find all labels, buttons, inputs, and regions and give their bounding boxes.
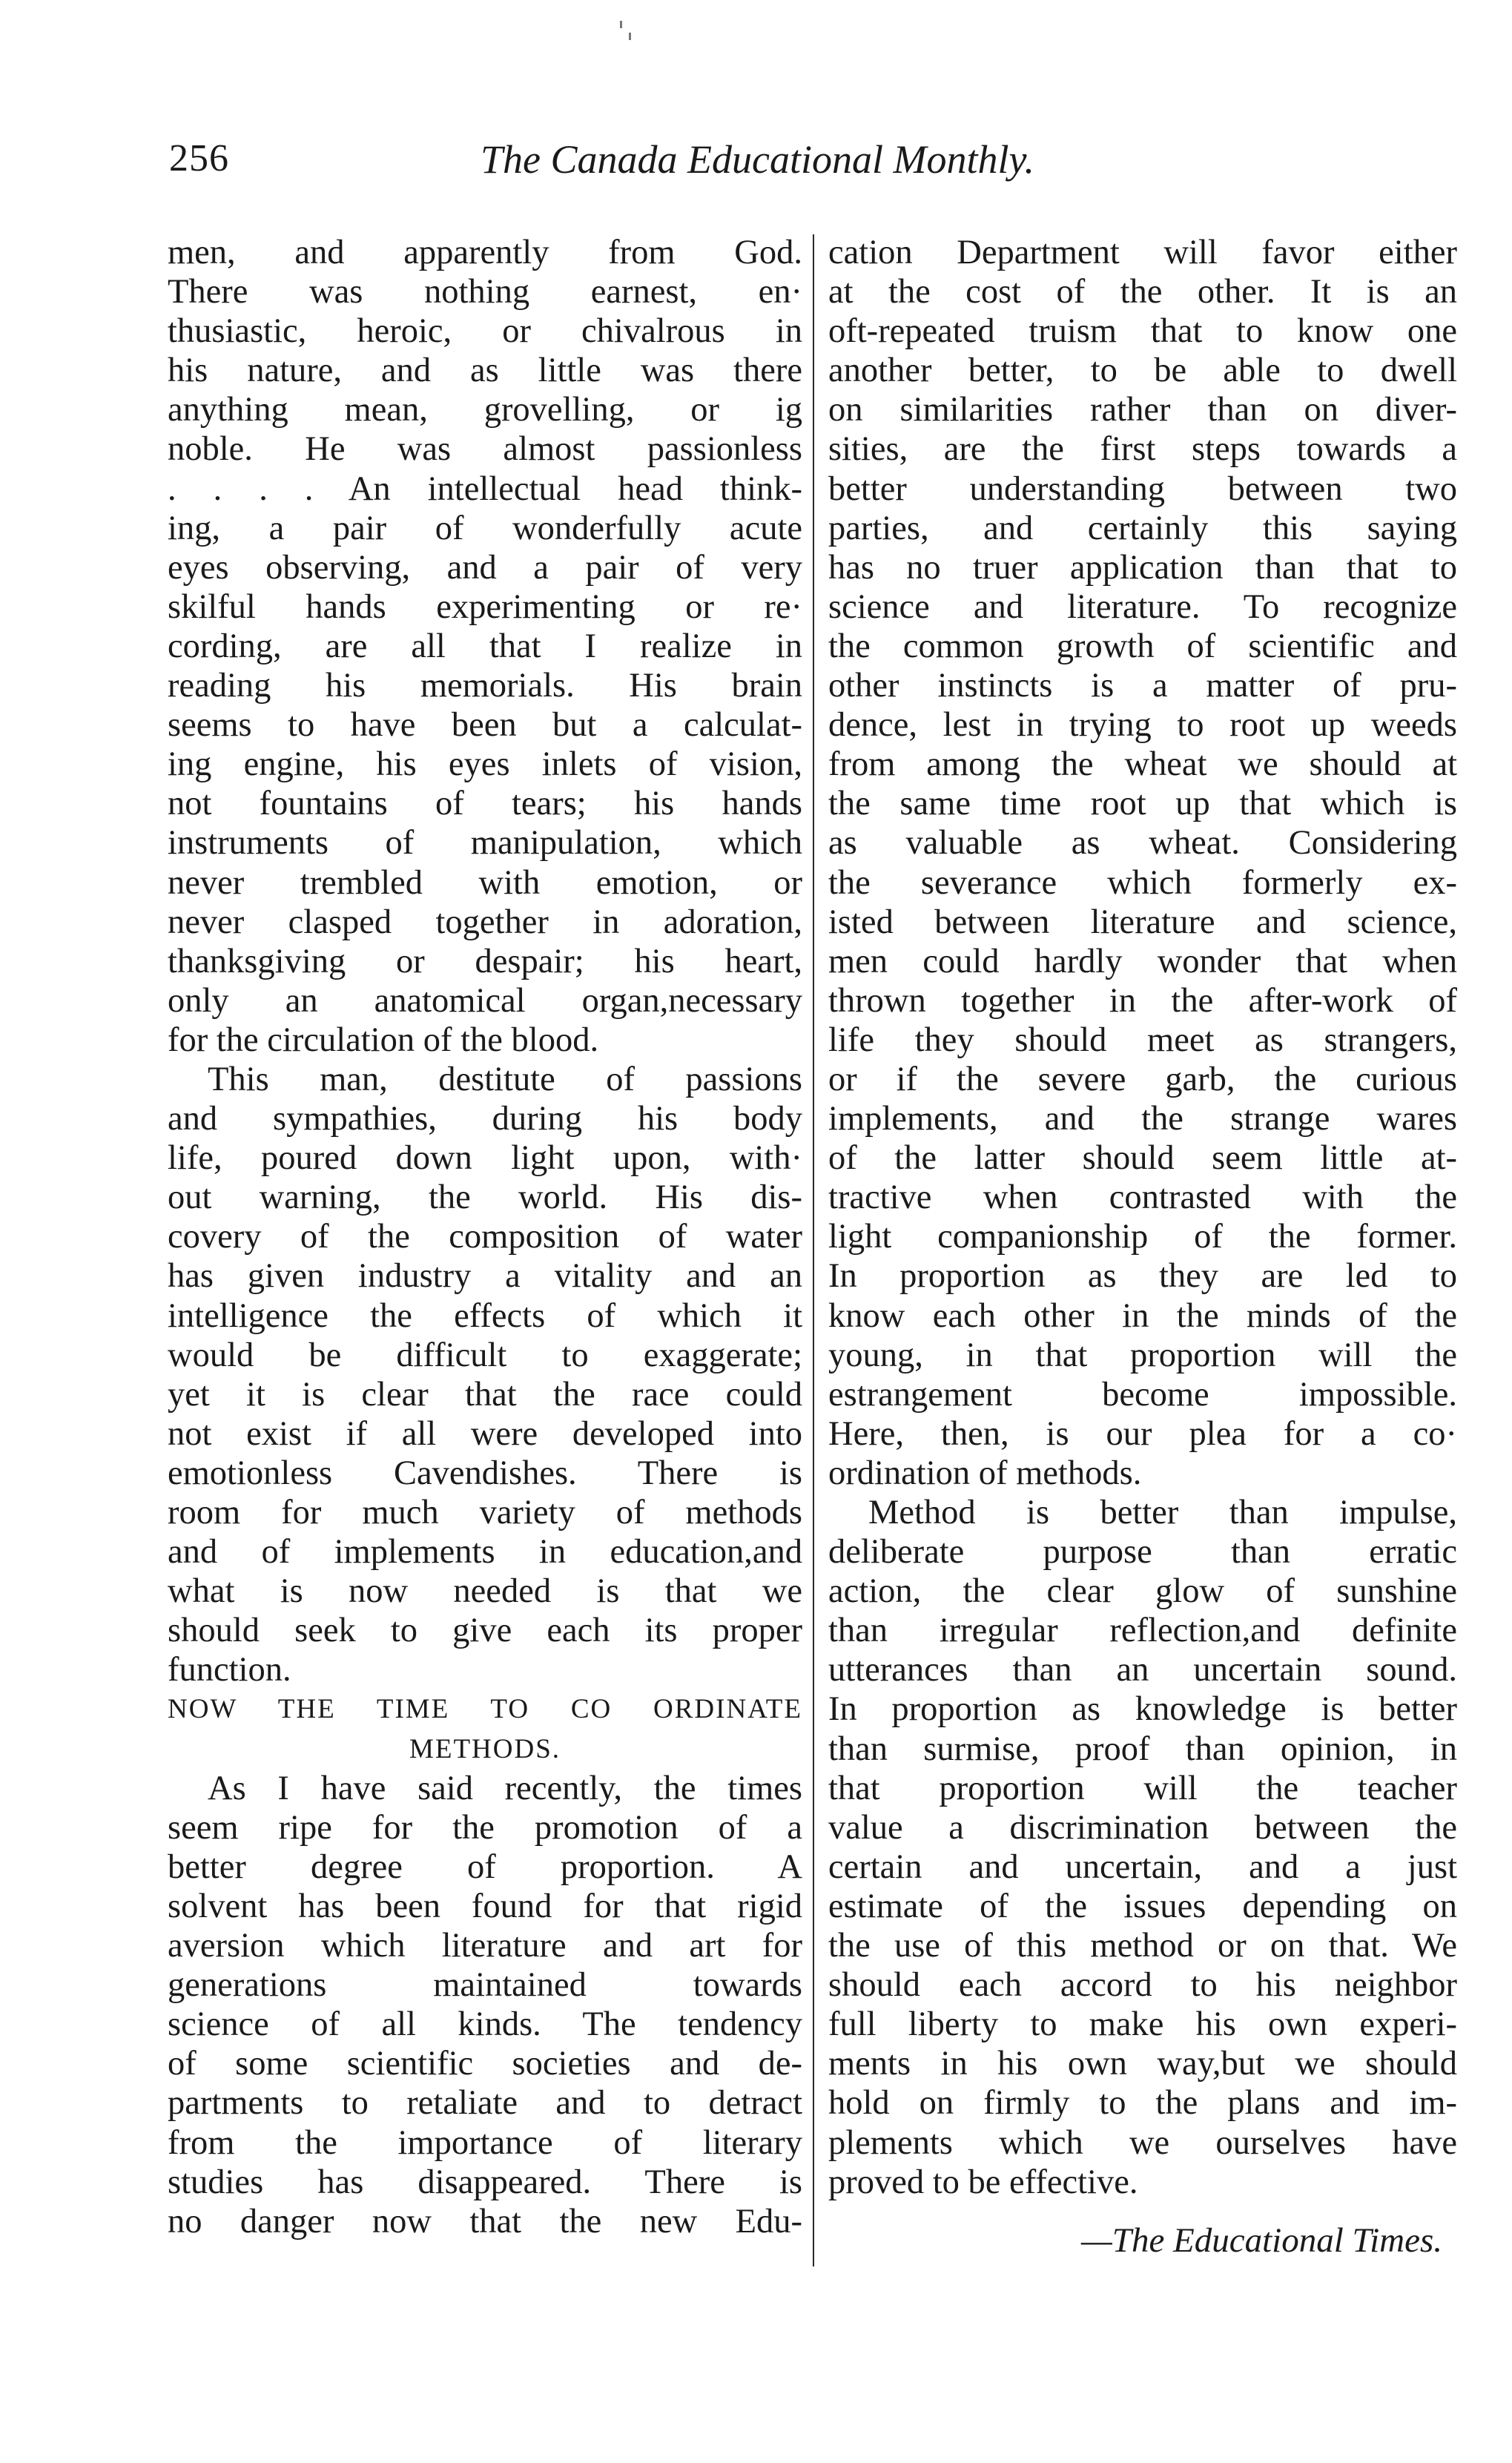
text-line: men, and apparently from God. xyxy=(168,234,802,271)
text-line: As I have said recently, the times xyxy=(208,1769,802,1807)
page-number: 256 xyxy=(169,137,229,179)
text-line: for the circulation of the blood. xyxy=(168,1021,599,1059)
text-line: no danger now that the new Edu- xyxy=(168,2202,802,2241)
text-line: ing, a pair of wonderfully acute xyxy=(168,509,802,547)
text-line: never clasped together in adoration, xyxy=(168,903,802,941)
text-line: eyes observing, and a pair of very xyxy=(168,548,802,587)
text-line: estrangement become impossible. xyxy=(828,1375,1457,1414)
text-line: has given industry a vitality and an xyxy=(168,1257,802,1296)
text-line: certain and uncertain, and a just xyxy=(828,1847,1457,1886)
text-line: estimate of the issues depending on xyxy=(828,1887,1457,1925)
text-line: tractive when contrasted with the xyxy=(828,1178,1457,1217)
text-line: from the importance of literary xyxy=(168,2123,802,2162)
text-line: There was nothing earnest, en· xyxy=(168,273,802,311)
text-line: only an anatomical organ,necessary xyxy=(168,981,802,1020)
text-line: anything mean, grovelling, or ig xyxy=(168,391,802,429)
paragraph xyxy=(828,1493,1457,2202)
text-line: of the latter should seem little at- xyxy=(828,1139,1457,1178)
text-line: room for much variety of methods xyxy=(168,1494,802,1531)
stray-ink-mark xyxy=(620,21,622,28)
text-line: full liberty to make his own experi- xyxy=(828,2005,1457,2044)
text-line: implements, and the strange wares xyxy=(828,1100,1457,1138)
text-line: emotionless Cavendishes. There is xyxy=(168,1454,802,1492)
text-line: studies has disappeared. There is xyxy=(168,2163,802,2201)
text-line: In proportion as they are led to xyxy=(828,1257,1457,1296)
text-line: hold on firmly to the plans and im- xyxy=(828,2084,1457,2123)
text-line: skilful hands experimenting or re· xyxy=(168,587,802,626)
text-line: better degree of proportion. A xyxy=(168,1847,802,1886)
text-line: his nature, and as little was there xyxy=(168,352,802,390)
text-line: the common growth of scientific and xyxy=(828,627,1457,665)
text-line: the use of this method or on that. We xyxy=(828,1927,1457,1965)
running-title: The Canada Educational Monthly. xyxy=(481,137,1034,182)
text-line: has no truer application than that to xyxy=(828,548,1457,587)
text-line: ordination of methods. xyxy=(828,1454,1142,1492)
text-line: thrown together in the after-work of xyxy=(828,981,1457,1020)
text-line: the severance which formerly ex- xyxy=(828,863,1457,902)
text-line: the same time root up that which is xyxy=(828,785,1457,823)
text-line: from among the wheat we should at xyxy=(828,745,1457,784)
text-line: than surmise, proof than opinion, in xyxy=(828,1730,1457,1768)
text-line: light companionship of the former. xyxy=(828,1218,1457,1256)
page-header xyxy=(169,136,1512,196)
text-line: and sympathies, during his body xyxy=(168,1100,802,1138)
text-line: Method is better than impulse, xyxy=(868,1494,1457,1531)
text-line: better understanding between two xyxy=(828,469,1457,508)
text-line: would be difficult to exaggerate; xyxy=(168,1336,802,1374)
right-column xyxy=(828,233,1457,2261)
text-line: not fountains of tears; his hands xyxy=(168,785,802,823)
text-line: should each accord to his neighbor xyxy=(828,1966,1457,2005)
text-line: that proportion will the teacher xyxy=(828,1769,1457,1807)
text-line: other instincts is a matter of pru- xyxy=(828,667,1457,705)
text-line: out warning, the world. His dis- xyxy=(168,1178,802,1217)
text-line: . . . . An intellectual head think- xyxy=(168,469,802,508)
text-line: at the cost of the other. It is an xyxy=(828,273,1457,311)
text-line: ing engine, his eyes inlets of vision, xyxy=(168,745,802,784)
text-line: science of all kinds. The tendency xyxy=(168,2005,802,2044)
text-line: partments to retaliate and to detract xyxy=(168,2084,802,2123)
text-line: as valuable as wheat. Considering xyxy=(828,824,1457,863)
text-line: thusiastic, heroic, or chivalrous in xyxy=(168,312,802,351)
text-line: or if the severe garb, the curious xyxy=(828,1060,1457,1098)
paragraph xyxy=(168,1769,802,2241)
text-line: not exist if all were developed into xyxy=(168,1414,802,1453)
text-line: dence, lest in trying to root up weeds xyxy=(828,706,1457,745)
text-line: and of implements in education,and xyxy=(168,1533,802,1572)
paragraph xyxy=(168,233,802,1060)
text-line: value a discrimination between the xyxy=(828,1808,1457,1847)
text-line: another better, to be able to dwell xyxy=(828,352,1457,390)
text-line: what is now needed is that we xyxy=(168,1572,802,1611)
text-line: reading his memorials. His brain xyxy=(168,667,802,705)
text-line: covery of the composition of water xyxy=(168,1218,802,1256)
text-line: solvent has been found for that rigid xyxy=(168,1887,802,1925)
text-line: on similarities rather than on diver- xyxy=(828,391,1457,429)
text-line: never trembled with emotion, or xyxy=(168,863,802,902)
text-line: of some scientific societies and de- xyxy=(168,2045,802,2083)
text-line: noble. He was almost passionless xyxy=(168,430,802,469)
text-line: intelligence the effects of which it xyxy=(168,1296,802,1335)
text-line: life they should meet as strangers, xyxy=(828,1021,1457,1059)
text-line: ments in his own way,but we should xyxy=(828,2045,1457,2083)
text-line: Here, then, is our plea for a co· xyxy=(828,1414,1457,1453)
text-line: In proportion as knowledge is better xyxy=(828,1690,1457,1729)
text-line: yet it is clear that the race could xyxy=(168,1375,802,1414)
text-line: know each other in the minds of the xyxy=(828,1296,1457,1335)
text-line: parties, and certainly this saying xyxy=(828,509,1457,547)
section-heading-line: NOW THE TIME TO CO ORDINATE xyxy=(168,1694,802,1725)
text-line: This man, destitute of passions xyxy=(208,1060,802,1098)
stray-ink-mark xyxy=(629,33,631,40)
text-line: isted between literature and science, xyxy=(828,903,1457,941)
text-line: generations maintained towards xyxy=(168,1966,802,2005)
text-line: oft-repeated truism that to know one xyxy=(828,312,1457,351)
text-line: cording, are all that I realize in xyxy=(168,627,802,665)
paragraph xyxy=(168,1060,802,1690)
text-line: thanksgiving or despair; his heart, xyxy=(168,942,802,980)
text-line: life, poured down light upon, with· xyxy=(168,1139,802,1178)
text-line: deliberate purpose than erratic xyxy=(828,1533,1457,1572)
text-line: aversion which literature and art for xyxy=(168,1927,802,1965)
text-line: should seek to give each its proper xyxy=(168,1612,802,1650)
section-heading-line: METHODS. xyxy=(409,1733,561,1764)
text-line: sities, are the first steps towards a xyxy=(828,430,1457,469)
text-line: utterances than an uncertain sound. xyxy=(828,1651,1457,1689)
left-column xyxy=(168,233,802,2241)
text-line: than irregular reflection,and definite xyxy=(828,1612,1457,1650)
text-columns xyxy=(0,233,1512,2309)
text-line: action, the clear glow of sunshine xyxy=(828,1572,1457,1611)
text-line: function. xyxy=(168,1651,291,1689)
text-line: science and literature. To recognize xyxy=(828,587,1457,626)
text-line: proved to be effective. xyxy=(828,2163,1138,2201)
text-line: seem ripe for the promotion of a xyxy=(168,1808,802,1847)
text-line: men could hardly wonder that when xyxy=(828,942,1457,980)
paragraph xyxy=(828,233,1457,1493)
text-line: instruments of manipulation, which xyxy=(168,824,802,863)
source-attribution: —The Educational Times. xyxy=(1081,2220,1442,2260)
text-line: seems to have been but a calculat- xyxy=(168,706,802,745)
text-line: plements which we ourselves have xyxy=(828,2123,1457,2162)
text-line: young, in that proportion will the xyxy=(828,1336,1457,1374)
text-line: cation Department will favor either xyxy=(828,234,1457,271)
